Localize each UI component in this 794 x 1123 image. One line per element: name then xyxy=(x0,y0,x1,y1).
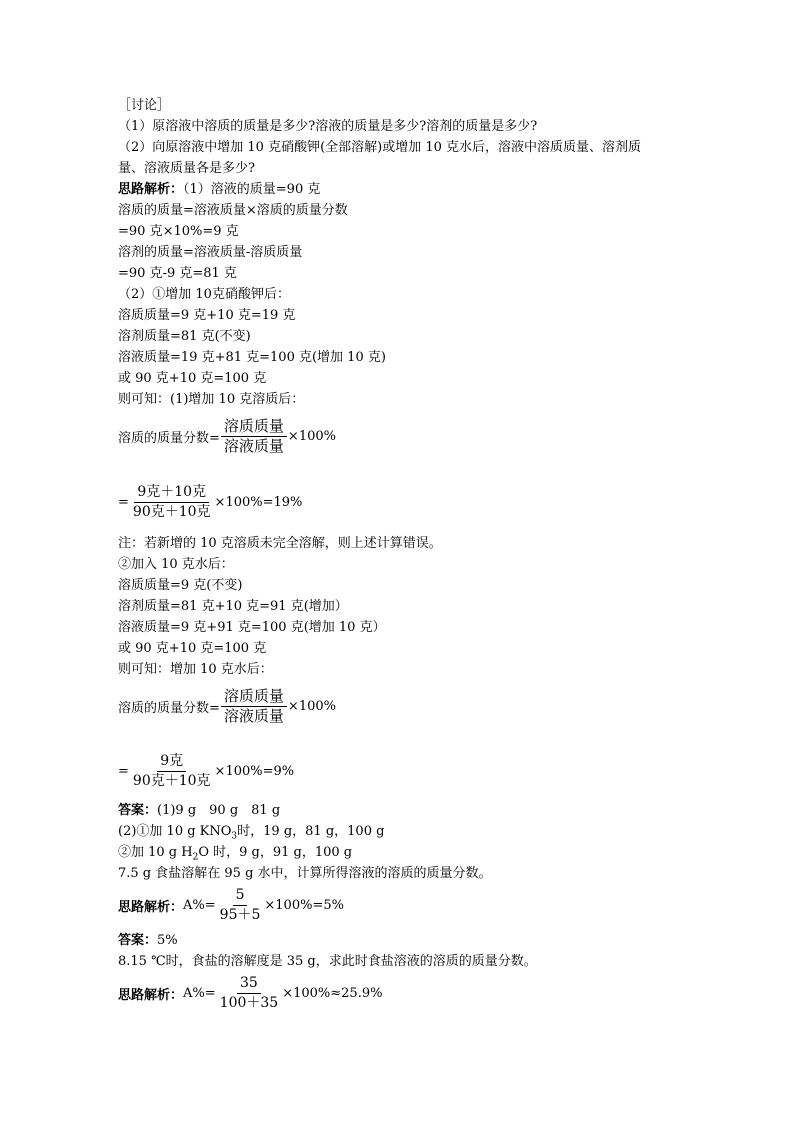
analysis-label: 思路解析： xyxy=(118,988,184,1003)
text-line: 溶剂的质量=溶液质量-溶质质量 xyxy=(118,245,303,260)
answer-text: (2)①加 10 g KNO xyxy=(118,824,232,839)
fraction xyxy=(221,417,287,456)
fraction xyxy=(130,483,214,522)
formula-suffix: ×100% xyxy=(287,699,336,714)
text-line: 则可知：增加 10 克水后： xyxy=(118,662,273,677)
formula-suffix: ×100%=19% xyxy=(214,495,303,510)
denominator: 95＋5 xyxy=(219,907,261,923)
denominator: 90克＋10克 xyxy=(132,504,211,520)
answer-label: 答案： xyxy=(118,803,158,818)
formula-suffix: ×100% xyxy=(287,429,336,444)
formula-suffix: ×100%=9% xyxy=(214,764,295,779)
text-line: 溶液质量=9 克+91 克=100 克(增加 10 克） xyxy=(118,620,386,635)
text-line: 或 90 克+10 克=100 克 xyxy=(118,371,267,386)
text-line: （2）①增加 10克硝酸钾后： xyxy=(118,287,290,302)
question-8: 8.15 ℃时，食盐的溶解度是 35 g，求此时食盐溶液的溶质的质量分数。 xyxy=(118,954,537,969)
text-line: 溶液质量=19 克+81 克=100 克(增加 10 克) xyxy=(118,350,386,365)
denominator: 溶液质量 xyxy=(223,707,284,725)
formula-result-9 xyxy=(118,752,698,791)
answer-text: 5% xyxy=(157,933,178,948)
analysis-label: 思路解析： xyxy=(118,182,184,197)
question-2-line-2: 量、溶液质量各是多少? xyxy=(118,161,255,176)
analysis-label: 思路解析： xyxy=(118,900,184,915)
text-line: 溶质质量=9 克+10 克=19 克 xyxy=(118,308,296,323)
formula-prefix: 溶质的质量分数= xyxy=(118,701,220,716)
text-line: 溶质质量=9 克(不变) xyxy=(118,578,243,593)
formula-mass-fraction-2 xyxy=(118,687,698,726)
denominator: 90克＋10克 xyxy=(132,773,211,789)
formula-prefix: 溶质的质量分数= xyxy=(118,431,220,446)
denominator: 溶液质量 xyxy=(223,437,284,455)
answer-line xyxy=(118,930,698,951)
text-line: ②加入 10 克水后： xyxy=(118,557,234,572)
numerator: 35 xyxy=(237,974,261,994)
formula-suffix: ×100%=5% xyxy=(264,898,344,913)
q8-analysis-formula xyxy=(118,974,698,1013)
formula-prefix: = xyxy=(118,495,129,510)
formula-prefix: A%= xyxy=(183,898,216,913)
answer-line-3 xyxy=(118,842,698,863)
answer-text: ②加 10 g H xyxy=(118,845,193,860)
formula-result-19 xyxy=(118,483,698,522)
q7-analysis-formula xyxy=(118,886,698,925)
text-line: =90 克-9 克=81 克 xyxy=(118,266,237,281)
text-line: 溶质的质量=溶液质量×溶质的质量分数 xyxy=(118,203,348,218)
question-1: （1）原溶液中溶质的质量是多少?溶液的质量是多少?溶剂的质量是多少? xyxy=(118,119,538,134)
formula-prefix: = xyxy=(118,764,129,779)
analysis-text: （1）溶液的质量=90 克 xyxy=(183,182,321,197)
fraction xyxy=(130,752,214,791)
text-line: 或 90 克+10 克=100 克 xyxy=(118,641,267,656)
fraction xyxy=(217,886,264,925)
formula-mass-fraction-1 xyxy=(118,417,698,456)
text-line: 溶剂质量=81 克(不变) xyxy=(118,329,251,344)
question-2-line-1: （2）向原溶液中增加 10 克硝酸钾(全部溶解)或增加 10 克水后，溶液中溶质质量、溶剂质 xyxy=(118,140,642,155)
numerator: 溶质质量 xyxy=(221,687,287,707)
numerator: 9克＋10克 xyxy=(134,483,209,503)
discussion-title: ［讨论］ xyxy=(118,98,171,113)
subscript: 3 xyxy=(231,831,238,842)
numerator: 5 xyxy=(233,886,248,906)
answer-text: O 时，9 g，91 g，100 g xyxy=(198,845,353,860)
fraction xyxy=(217,974,282,1013)
fraction xyxy=(221,687,287,726)
answer-text: (1)9 g 90 g 81 g xyxy=(157,803,281,818)
answer-label: 答案： xyxy=(118,933,158,948)
numerator: 9克 xyxy=(157,752,186,772)
text-line: =90 克×10%=9 克 xyxy=(118,224,239,239)
formula-suffix: ×100%≈25.9% xyxy=(282,986,383,1001)
denominator: 100＋35 xyxy=(219,995,279,1011)
text-line: 则可知：(1)增加 10 克溶质后： xyxy=(118,392,305,407)
answer-line xyxy=(118,800,698,821)
analysis-line xyxy=(118,179,698,200)
answer-line-2 xyxy=(118,821,698,842)
formula-prefix: A%= xyxy=(183,986,216,1001)
text-line: 溶剂质量=81 克+10 克=91 克(增加） xyxy=(118,599,348,614)
subscript: 2 xyxy=(192,852,199,863)
note: 注：若新增的 10 克溶质未完全溶解，则上述计算错误。 xyxy=(118,536,442,551)
document-page xyxy=(118,95,698,1013)
numerator: 溶质质量 xyxy=(221,417,287,437)
answer-text: 时，19 g，81 g，100 g xyxy=(237,824,385,839)
question-7: 7.5 g 食盐溶解在 95 g 水中，计算所得溶液的溶质的质量分数。 xyxy=(118,866,492,881)
